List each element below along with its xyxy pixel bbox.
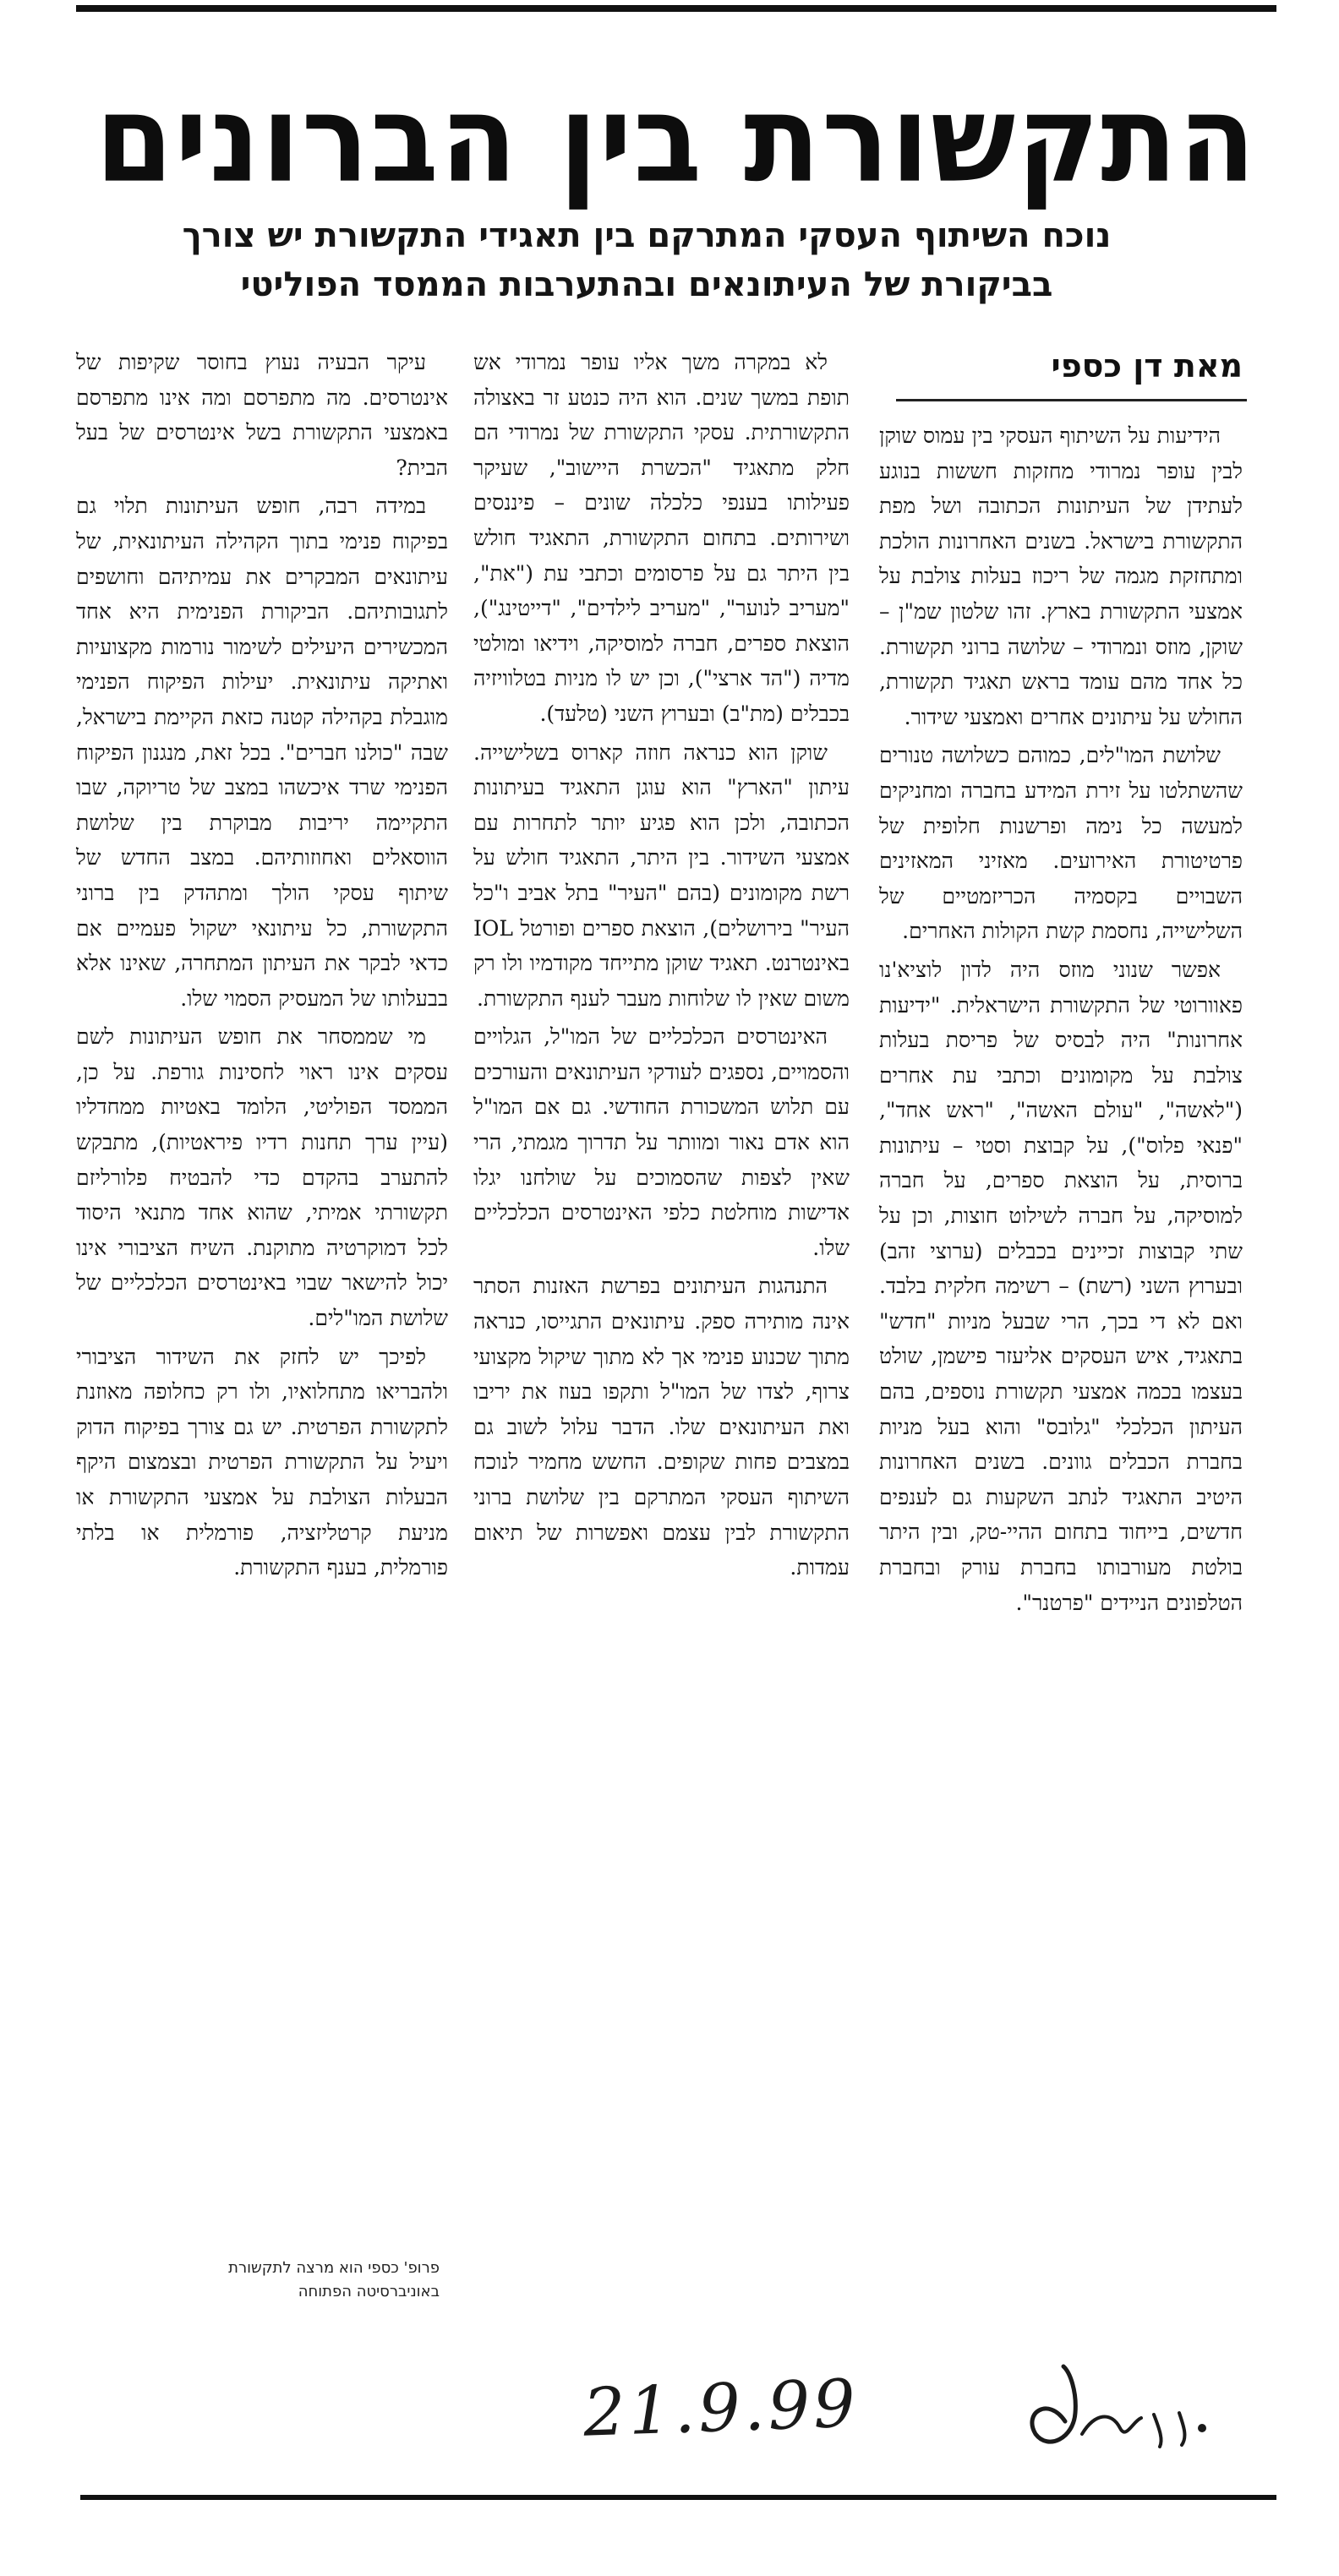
paragraph: לפיכך יש לחזק את השידור הציבורי ולהבריאו מתחלואיו, ולו רק כחלופה מאוזנת לתקשורת הפרטית. יש גם צורך בפיקוח הדוק ויעיל על התקשורת הפרטית ובצמצום היקף הבעלות הצולבת על אמצעי התקשורת או מניעת קרטליזציה, פורמלית או בלתי פורמלית, בענף התקשורת.: [76, 1344, 448, 1580]
paragraph: הידיעות על השיתוף העסקי בין עמוס שוקן לבין עופר נמרודי מחזקות חששות בנוגע לעתידן של העיתונות הכתובה ושל מפת התקשורת בישראל. בשנים האחרונות הולכת ומתחזקת מגמה של ריכוז בעלות צולבת על אמצעי התקשורת בארץ. זהו שלטון שמ"ן – שוקן, מוזס ונמרודי – שלושה ברוני תקשורת. כל אחד מהם עומד בראש תאגיד תקשורת, החולש על עיתונים אחרים ואמצעי שידור.: [879, 423, 1243, 729]
paragraph: שלושת המו"לים, כמוהם כשלושה טנורים שהשתלטו על זירת המידע בחברה ומחניקים למעשה כל נימה ופרשנות חלופית של פרטיטורת האירועים. מאזיני המאזינים השבויים בקסמיה הכריזמטיים של השלישייה, נחסמת קשת הקולות האחרים.: [879, 743, 1243, 944]
handwritten-date: 21.9.99: [582, 2366, 861, 2452]
byline: מאת דן כספי: [1051, 347, 1243, 385]
handwritten-signature: [1014, 2362, 1243, 2464]
paragraph: התנהגות העיתונים בפרשת האזנות הסתר אינה מותירה ספק. עיתונאים התגייסו, כנראה מתוך שכנוע פנימי אך לא מתוך שיקול מקצועי צרוף, לצדו של המו"ל ותקפו בעוז את יריבו ואת העיתונאים שלו. הדבר עלול לשוב גם במצבים פחות שקופים. החשש מחמיר לנוכח השיתוף העסקי המתרקם בין שלושת ברוני התקשורת לבין עצמם ואפשרות של תיאום עמדות.: [473, 1274, 850, 1580]
paragraph: לא במקרה משך אליו עופר נמרודי אש תופת במשך שנים. הוא היה כנטע זר באצולה התקשורתית. עסקי התקשורת של נמרודי הם חלק מתאגיד "הכשרת היישוב", שעיקר פעילותו בענפי כלכלה שונים – פיננסים ושירותים. בתחום התקשורת, התאגיד חולש בין היתר גם על פרסומים וכתבי עת ("את", "מעריב לנוער", "מעריב לילדים", "דייטינג"), הוצאת ספרים, חברה למוסיקה, וידיאו ומולטי מדיה ("הד ארצי"), וכן יש לו מניות בטלוויזיה בכבלים (מת"ב) ובערוץ השני (טלעד).: [473, 350, 850, 726]
bottom-rule: [80, 2495, 1276, 2500]
headline: התקשורת בין הברונים: [95, 68, 1258, 210]
subheadline-line-2: בביקורת של העיתונאים ובהתערבות הממסד הפוליטי: [240, 265, 1053, 304]
byline-underline: [896, 399, 1247, 401]
paragraph: אפשר שנוני מוזס היה לדון לוציא'נו פאוורוטי של התקשורת הישראלית. "ידיעות אחרונות" היה לבסיס של פריסת בעלות צולבת על מקומונים וכתבי עת אחרים ("לאשה", "עולם האשה", "ראש אחד", "פנאי פלוס"), על קבוצת וסטי – עיתונות ברוסית, על הוצאת ספרים, על חברה למוסיקה, על חברה לשילוט חוצות, וכן על שתי קבוצות זכיינים בכבלים (ערוצי זהב) ובערוץ השני (רשת) – רשימה חלקית בלבד. ואם לא די בכך, הרי שבעל מניות "חדש" בתאגיד, איש העסקים אליעזר פישמן, שולט בעצמו בכמה אמצעי תקשורת נוספים, בהם העיתון הכלכלי "גלובס" והוא בעל מניות בחברת הכבלים גוונים. בשנים האחרונות היטיב התאגיד לנתב השקעות גם לענפים חדשים, בייחוד בתחום ההיי-טק, ובין היתר בולטת מעורבותו בחברת עורק ובחברת הטלפונים הניידים "פרטנר".: [879, 957, 1243, 1615]
top-rule: [76, 5, 1276, 12]
paragraph: האינטרסים הכלכליים של המו"ל, הגלויים והסמויים, נספגים לעודקי העיתונאים והעורכים עם תלוש המשכורת החודשי. גם אם המו"ל הוא אדם נאור ומוותר על תדרוך מגמתי, הרי שאין לצפות שהסמוכים על שולחנו יגלו אדישות מוחלטת כלפי האינטרסים הכלכליים שלו.: [473, 1024, 850, 1260]
article-column-right: [879, 418, 1243, 2316]
article-column-left: [76, 345, 448, 2246]
paragraph: שוקן הוא כנראה חוזה קארוס בשלישייה. עיתון "הארץ" הוא עוגן התאגיד בעיתונות הכתובה, ולכן הוא פגיע יותר לתחרות עם אמצעי השידור. בין היתר, התאגיד חולש על רשת מקומונים (בהם "העיר" בתל אביב ו"כל העיר" בירושלים), הוצאת ספרים ופורטל IOL באינטרנט. תאגיד שוקן מתייחד מקודמיו ולו רק משום שאין לו שלוחות מעבר לענף התקשורת.: [473, 740, 850, 1011]
paragraph: עיקר הבעיה נעוץ בחוסר שקיפות של אינטרסים. מה מתפרסם ומה אינו מתפרסם באמצעי התקשורת בשל אינטרסים של בעל הבית?: [76, 350, 448, 480]
author-credit: [93, 2257, 440, 2304]
paragraph: במידה רבה, חופש העיתונות תלוי גם בפיקוח פנימי בתוך הקהילה העיתונאית, של עיתונאים המבקרים את עמיתיהם וחושפים לתגובותיהם. הביקורת הפנימית היא אחד המכשירים היעילים לשימור נורמות מקצועיות ואתיקה עיתונאית. יעילות הפיקוח הפנימי מוגבלת בקהילה קטנה כזאת הקיימת בישראל, שבה "כולנו חברים". בכל זאת, מנגנון הפיקוח הפנימי שרד איכשהו במצב של טריוקה, שבו התקיימה יריבות מבוקרת בין שלושת הווסאלים ואחוזותיהם. במצב החדש של שיתוף עסקי הולך ומתהדק בין ברוני התקשורת, כל עיתונאי ישקול פעמיים אם כדאי לבקר את העיתון המתחרה, שאינו אלא בבעלותו של המעסיק הסמוי שלו.: [76, 494, 448, 1011]
subheadline: [127, 211, 1167, 309]
author-credit-line-2: באוניברסיטה הפתוחה: [298, 2283, 440, 2300]
author-credit-line-1: פרופ' כספי הוא מרצה לתקשורת: [228, 2259, 440, 2277]
paragraph: מי שממסחר את חופש העיתונות לשם עסקים אינו ראוי לחסינות גורפת. על כן, הממסד הפוליטי, הלומד באטיות ממחדליו (עיין ערך תחנות רדיו פיראטיות), מתבקש להתערב בהקדם כדי להבטיח פלורליזם תקשורתי אמיתי, שהוא אחד מתנאי היסוד לכל דמוקרטיה מתוקנת. השיח הציבורי אינו יכול להישאר שבוי באינטרסים הכלכליים של שלושת המו"לים.: [76, 1024, 448, 1331]
subheadline-line-1: נוכח השיתוף העסקי המתרקם בין תאגידי התקשורת יש צורך: [182, 216, 1112, 255]
article-column-middle: [473, 345, 850, 2327]
